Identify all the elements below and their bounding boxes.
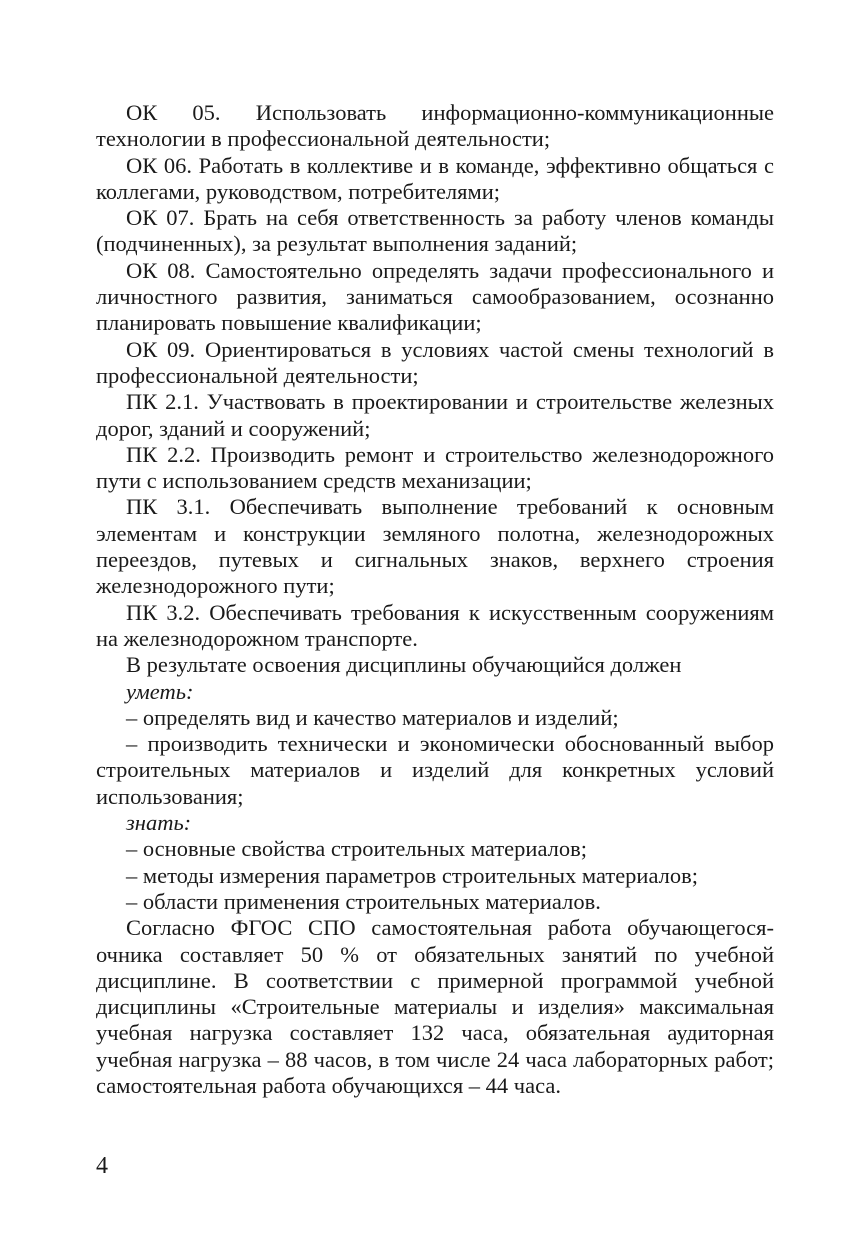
paragraph-ok05: ОК 05. Использовать информационно-коммуникационные технологии в профессиональной деятельности;: [96, 100, 774, 152]
list-item-umet-2: – производить технически и экономически обоснованный выбор строительных материалов и изделий для конкретных условий использования;: [96, 731, 774, 809]
paragraph-pk22: ПК 2.2. Производить ремонт и строительство железнодорожного пути с использованием средств механизации;: [96, 441, 774, 494]
paragraph-pk32: ПК 3.2. Обеспечивать требования к искусственным сооружениям на железнодорожном транспорте.: [96, 599, 774, 651]
page-number: 4: [96, 1153, 108, 1179]
paragraph-ok09: ОК 09. Ориентироваться в условиях частой смены технологий в профессиональной деятельности;: [96, 336, 774, 388]
list-item-znat-1: – основные свойства строительных материалов;: [126, 836, 587, 862]
list-item-znat-3: – области применения строительных материалов.: [126, 888, 601, 914]
paragraph-ok08: ОК 08. Самостоятельно определять задачи профессионального и личностного развития, заниматься самообразованием, осознанно планировать повышение квалификации;: [96, 257, 774, 336]
list-item-umet-1: – определять вид и качество материалов и изделий;: [126, 704, 619, 730]
page-body: [96, 100, 774, 1099]
paragraph-pk31: ПК 3.1. Обеспечивать выполнение требований к основным элементам и конструкции земляного полотна, железнодорожных переездов, путевых и сигнальных знаков, верхнего строения железнодорожного пути;: [96, 494, 774, 599]
paragraph-result-intro: В результате освоения дисциплины обучающийся должен: [126, 652, 682, 678]
list-item-znat-2: – методы измерения параметров строительных материалов;: [126, 862, 699, 888]
paragraph-fgos: Согласно ФГОС СПО самостоятельная работа обучающегося-очника составляет 50 % от обязательных занятий по учебной дисциплине. В соответствии с примерной программой учебной дисциплины «Строительные материалы и изделия» максимальная учебная нагрузка составляет 132 часа, обязательная аудиторная учебная нагрузка – 88 часов, в том числе 24 часа лабораторных работ; самостоятельная работа обучающихся – 44 часа.: [96, 915, 774, 1098]
paragraph-ok06: ОК 06. Работать в коллективе и в команде, эффективно общаться с коллегами, руководством, потребителями;: [96, 152, 774, 204]
paragraph-ok07: ОК 07. Брать на себя ответственность за работу членов команды (подчиненных), за результат выполнения заданий;: [96, 205, 774, 257]
heading-umet: уметь:: [126, 678, 194, 704]
paragraph-pk21: ПК 2.1. Участвовать в проектировании и строительстве железных дорог, зданий и сооружений;: [96, 389, 774, 441]
heading-znat: знать:: [126, 810, 192, 836]
